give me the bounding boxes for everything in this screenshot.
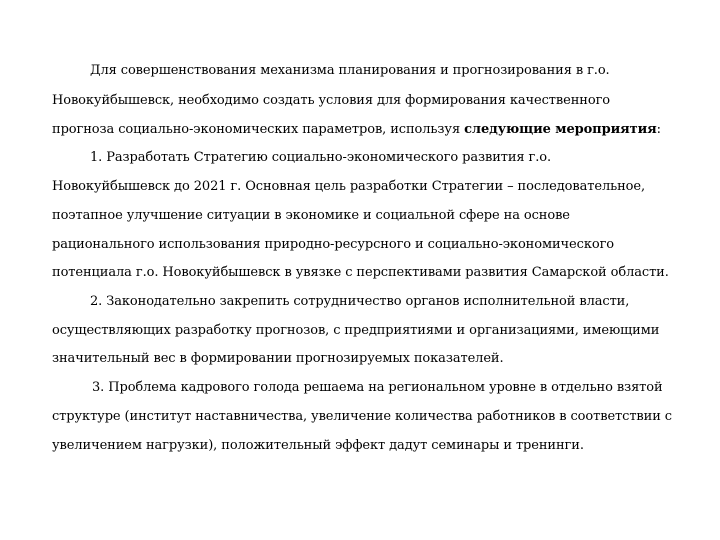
item-2-line-2: осуществляющих разработку прогнозов, с предприятиями и организациями, имеющими <box>52 323 660 338</box>
paragraph-intro-line-3 <box>52 122 661 138</box>
item-1-line-3: поэтапное улучшение ситуации в экономике и социальной сфере на основе <box>52 208 570 223</box>
item-3-line-2: структуре (институт наставничества, увеличение количества работников в соответствии с <box>52 409 672 424</box>
item-1-line-1: 1. Разработать Стратегию социально-экономического развития г.о. <box>90 150 552 165</box>
item-2-line-3: значительный вес в формировании прогнозируемых показателей. <box>52 351 504 366</box>
item-2-line-1: 2. Законодательно закрепить сотрудничество органов исполнительной власти, <box>90 294 630 309</box>
emphasis-text: следующие мероприятия <box>464 122 657 137</box>
paragraph-intro-line-1: Для совершенствования механизма планирования и прогнозирования в г.о. <box>90 63 610 78</box>
item-1-line-2: Новокуйбышевск до 2021 г. Основная цель разработки Стратегии – последовательное, <box>52 179 645 194</box>
item-3-line-3: увеличением нагрузки), положительный эффект дадут семинары и тренинги. <box>52 438 584 453</box>
item-1-line-4: рационального использования природно-ресурсного и социально-экономического <box>52 237 615 252</box>
emphasis-colon: : <box>656 122 661 137</box>
item-1-line-5: потенциала г.о. Новокуйбышевск в увязке с перспективами развития Самарской области. <box>52 265 669 280</box>
item-3-line-1: 3. Проблема кадрового голода решаема на региональном уровне в отдельно взятой <box>92 380 663 395</box>
paragraph-intro-line-2: Новокуйбышевск, необходимо создать условия для формирования качественного <box>52 93 611 108</box>
intro-line-3-text: прогноза социально-экономических параметров, используя <box>52 122 465 137</box>
